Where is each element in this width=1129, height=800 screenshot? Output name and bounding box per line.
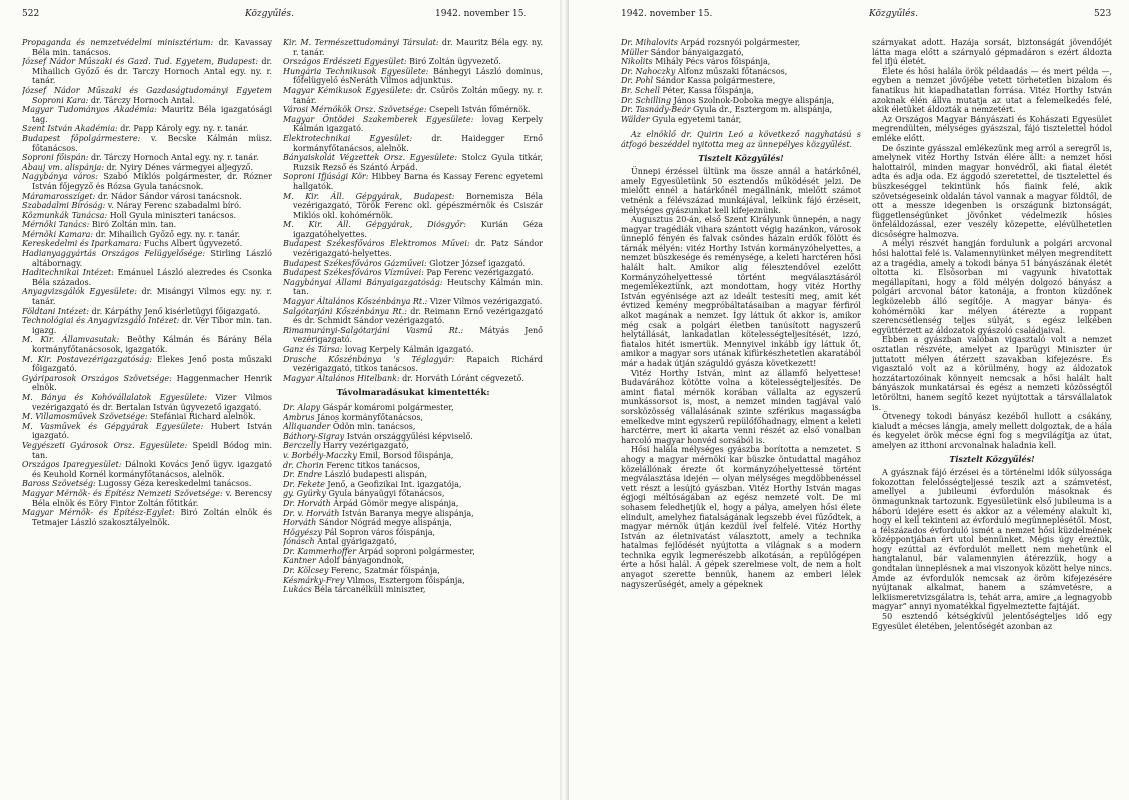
list-entry [22, 355, 272, 374]
running-title: Közgyűlés. [245, 9, 294, 19]
entry-name: Budapest főpolgármestere: [22, 133, 141, 143]
entry-text: Heutschy Kálmán min. tan. [293, 277, 543, 297]
entry-text: Stolcz Gyula titkár, Ruzsik Rezső és Szántó Árpád. [293, 153, 543, 172]
entry-text: Bánhegyi László dominus, főfelügyelő ésNeráth Vilmos adjunktus. [293, 66, 543, 86]
entry-text: v. Becske Kálmán müsz. főtanácsos. [32, 133, 272, 153]
entry-name: Báthory-Sigray [283, 431, 345, 441]
entry-text: dr. Patz Sándor vezérigazgató-helyettes. [293, 239, 543, 259]
list-entry [283, 153, 543, 172]
page-date: 1942. november 15. [621, 9, 713, 19]
list-entry [283, 67, 543, 86]
entry-text: István országgyűlési képviselő. [344, 431, 473, 441]
entry-name: Magyar Általános Kőszénbánya Rt.: [283, 297, 428, 307]
entry-text: Mihály Pécs város főispánja, [652, 57, 771, 67]
entry-name: Horváth [283, 518, 317, 528]
entry-text: Bornemisza Béla vezérigazgató, Török Ferenc okl. gépészmérnök és Csiszár Miklós okl. kohómérnök. [293, 191, 543, 220]
entry-text: dr. Nádor Sándor városi tanácsnok. [95, 191, 242, 201]
list-entry [283, 220, 543, 239]
book-gutter [560, 0, 569, 800]
entry-name: Városi Mérnökök Orsz. Szövetsége: [283, 105, 427, 115]
list-entry [621, 57, 861, 67]
entry-name: M. Vasművek és Gépgyárak Egyesülete: [22, 421, 204, 431]
entry-text: dr. Csűrös Zoltán műegy. ny. r. tanár. [293, 85, 543, 105]
list-entry [283, 537, 543, 547]
entry-name: Mérnöki Kamara: [22, 229, 94, 239]
entry-text: Árpád soproni polgármester, [356, 546, 475, 556]
list-entry [283, 326, 543, 345]
entry-text: Vilmos, Esztergom főispánja, [344, 575, 465, 585]
entry-name: Budapest Székesfőváros Elektromos Művei: [283, 239, 470, 249]
entry-name: Budapest Székesfőváros Vízművei: [283, 268, 424, 278]
list-entry [22, 374, 272, 393]
entry-text: Csepeli István főmérnök. [426, 105, 531, 115]
section-heading: Távolmaradásukat kimentették: [336, 388, 490, 399]
entry-name: Dr. Kammerhoffer [283, 546, 357, 556]
entry-name: Magyar Tudományos Akadémia: [22, 105, 157, 115]
entry-text: Biró Zoltán ügyvezető. [406, 57, 501, 67]
list-entry [22, 38, 272, 57]
entry-name: Alliquander [283, 422, 331, 432]
list-entry [22, 287, 272, 306]
entry-text: Holl Gyula miniszteri tanácsos. [107, 210, 237, 220]
address-heading: Tisztelt Közgyűlés! [949, 453, 1035, 464]
list-entry [283, 432, 543, 442]
entry-name: Technológiai és Anyagvizsgáló Intézet: [22, 316, 180, 326]
entry-name: M. Kir. Postavezérigazgatóság: [22, 354, 153, 364]
paragraph: Vitéz Horthy István, mint az államfő helyettese! Budavárához kötötte volna a kötelességteljesítés. De amint fiatal mérnök korában vállalta az egyszerű munkássorsot is, most, a nemzet minden tagjával való sorsközösség vállalásának szinte szférikus magasságba emelkedve mint egyszerű repülőfőhadnagy, elment a keleti harctérre, mert ki akarta venni részét az első vonalban harcoló magyar honvéd sorsából is. [621, 368, 861, 445]
entry-name: Soproni főispán: [22, 153, 89, 163]
list-entry [22, 307, 272, 317]
page-date: 1942. november 15. [435, 9, 527, 19]
entry-text: Sándor bányaigazgató, [648, 47, 744, 57]
list-entry [22, 268, 272, 287]
entry-name: Földtani Intézet: [22, 306, 89, 316]
entry-text: Pap Ferenc vezérigazgató. [423, 268, 534, 278]
list-entry [22, 249, 272, 268]
entry-text: Harry vezérigazgató, [320, 441, 409, 451]
entry-text: v. Náray Ferenc szabadalmi bíró. [105, 201, 242, 211]
entry-name: Müller [621, 47, 649, 57]
list-entry [621, 76, 861, 86]
entry-name: Soproni Ifjúsági Kör: [283, 172, 369, 182]
entry-name: Ambrus [283, 412, 315, 422]
entry-name: Nagybányai Állami Bányaigazgatóság: [283, 277, 443, 287]
entry-text: Emánuel László alezredes és Csonka Béla százados. [32, 268, 272, 287]
entry-text: dr. Nyiry Dénes vármegyei aljegyző. [104, 162, 254, 172]
entry-name: József Nádor Műszaki és Gazdaságtudományi Egyetem Soproni Kara: [22, 85, 272, 105]
list-entry [283, 355, 543, 374]
entry-text: Antal gyárigazgató, [314, 537, 397, 547]
entry-text: Ferenc titkos tanácsos, [323, 460, 421, 470]
list-entry [22, 124, 272, 134]
entry-text: László budapesti alispán, [322, 470, 428, 480]
entry-name: József Nádor Műszaki és Gazd. Tud. Egyetem, Budapest: [22, 57, 259, 67]
entry-name: Dr. Tasnády-Beár [621, 105, 691, 115]
list-entry [283, 345, 543, 355]
entry-name: Dr. Kölcsey [283, 566, 329, 576]
list-entry [22, 412, 272, 422]
list-entry [22, 239, 272, 249]
entry-text: Lugossy Géza kereskedelmi tanácsos. [95, 479, 252, 489]
list-entry [283, 461, 543, 471]
entry-text: Gyula egyetemi tanár, [649, 114, 742, 124]
list-entry [22, 163, 272, 173]
address-heading: Tisztelt Közgyűlés! [698, 152, 784, 163]
paragraph: szárnyakat adott. Hazája sorsát, biztonságát jövendőjét látta maga előtt a szárnyaló gépmadáron s ezért áldozta fel ifjú életét. [872, 38, 1112, 67]
entry-name: Nagybánya város: [22, 172, 98, 182]
right-page [569, 0, 1129, 800]
entry-name: Högyészy [283, 527, 323, 537]
entry-text: Ferenc, Szatmár főispánja, [328, 566, 440, 576]
entry-name: Berczelly [283, 441, 321, 451]
list-entry [22, 489, 272, 508]
entry-name: Magyar Öntödei Szakemberek Egyesülete: [283, 114, 474, 124]
list-entry [283, 268, 543, 278]
entry-name: Hungária Technikusok Egyesülete: [283, 66, 429, 76]
entry-text: Rapaich Richárd vezérigazgató, titkos tanácsos. [293, 354, 543, 374]
list-entry [22, 508, 272, 527]
entry-text: Biró Zoltán min. tan. [89, 220, 177, 230]
list-entry [22, 201, 272, 211]
entry-name: Budapest Székesfőváros Gázművei: [283, 258, 427, 268]
entry-name: Hadianyaggyártás Országos Felügyelősége: [22, 249, 206, 259]
entry-name: Drasche Kőszénbánya 's Téglagyár: [283, 354, 455, 364]
list-entry [283, 422, 543, 432]
entry-text: lovag Kerpely Kálmán igazgató. [293, 114, 543, 134]
list-entry [283, 413, 543, 423]
entry-text: Alfonz műszaki főtanácsos, [675, 66, 788, 76]
list-entry [283, 556, 543, 566]
entry-text: dr. Kavassay Béla min. tanácsos. [32, 38, 272, 57]
entry-text: dr. Tárczy Hornoch Antal. [88, 95, 195, 105]
left-column-1 [22, 38, 272, 798]
entry-text: Kurián Géza igazgatóhelyettes. [293, 220, 543, 239]
entry-name: Dr. Schilling [621, 95, 672, 105]
list-entry [283, 509, 543, 519]
list-entry [283, 499, 543, 509]
entry-name: Dr. Alapy [283, 402, 321, 412]
list-entry [283, 239, 543, 258]
entry-name: Lukács [283, 585, 312, 595]
paragraph: Hősi halála mélységes gyászba borította a nemzetet. S ahogy a magyar mérnöki kar büszke öntudattal magához közelállónak érezte őt kormányzóhelyettessé történt megválasztása idején — olyan mélységes megdöbbenéssel vett részt a lesújtó gyászban. Vitéz Horthy István magas égjogi méltóságában az egész nemzeté volt. De mi sohasem feledhetjük el, hogy a pálya, amelyen hősi élete elindult, amelyhez fiatalságának legszebb évei fűződtek, a magyar mérnök útján kezdül ível felfelé. Vitéz Horthy István az életnivatást választott, amely a technika hatalmas fejlődését nyújtotta a világnak s a modern technika egyik legmerészebb alkotásán, a repülőgépen érte a hősi halál. A gépek szerelmese volt, de nem a holt anyagot szerette bennük, hanem az emberi lélek nagyszerűségét, amely a gépeknek [621, 445, 861, 589]
paragraph: Ötvenegy tokodi bányász kezéből hullott a csákány, kialudt a mécses lángja, amely mellett dolgoztak, de a hála és kegyelet örök mécse égni fog s megvilágítja az útat, amelyen az itthoni arcvonalnak haladnia kell. [872, 412, 1112, 450]
entry-name: Rimamurányi-Salgótarjáni Vasmű Rt.: [283, 325, 464, 335]
entry-text: Speidl Bódog min. tan. [32, 440, 272, 460]
entry-text: v. Berencsy Béla elnök és Eöry Fintor Zoltán főtitkár. [32, 488, 272, 508]
entry-name: M. Kir. Áll. Gépgyárak, Diósgyőr: [283, 220, 466, 230]
entry-text: Pál Sopron város főispánja, [322, 527, 436, 537]
entry-name: Br. Schell [621, 85, 660, 95]
entry-name: Gyáriparosok Országos Szövetsége: [22, 373, 172, 383]
list-entry [621, 105, 861, 115]
entry-name: Dr. Nahoczky [621, 66, 676, 76]
list-entry [283, 576, 543, 586]
entry-text: Vizer Vilmos vezérigazgató. [427, 297, 543, 307]
list-entry [22, 479, 272, 489]
page-number: 523 [1094, 9, 1112, 19]
list-entry [22, 460, 272, 479]
entry-text: János kormányfőtanácsos, [314, 412, 423, 422]
entry-text: Béla tárcanélküli miniszter, [311, 585, 426, 595]
entry-name: Ganz és Társa: [283, 345, 343, 354]
list-entry [22, 153, 272, 163]
entry-text: Vizer Vilmos vezérigazgató és dr. Bertalan István ügyvezető igazgató. [32, 392, 272, 412]
list-entry [283, 134, 543, 153]
list-entry [283, 297, 543, 307]
list-entry [22, 86, 272, 105]
entry-name: Magyar Általános Hitelbank: [283, 373, 400, 383]
entry-name: M. Kir. Áll. Gépgyárak, Budapest: [283, 191, 455, 201]
entry-name: Salgótarjáni Kőszénbánya Rt.: [283, 306, 407, 316]
entry-text: Beöthy Kálmán és Bárány Béla kormányfőtanácsosok, igazgatók. [32, 335, 272, 354]
entry-text: dr. Misángyi Vilmos egy. ny. r. tanár. [32, 287, 272, 307]
right-column-2 [872, 38, 1112, 798]
entry-name: Anyagvizsgálók Egyesülete: [22, 287, 137, 297]
list-entry [22, 220, 272, 230]
entry-name: M. Kir. Államvasutak: [22, 335, 120, 345]
list-entry [283, 518, 543, 528]
entry-name: Kereskedelmi és Iparkamara: [22, 239, 142, 249]
right-page-header [569, 8, 1129, 20]
list-entry [283, 57, 543, 67]
entry-text: lovag Kerpely Kálmán igazgató. [342, 345, 474, 354]
paragraph: A gyásznak fájó érzései és a történelmi idők súlyossága fokozottan felelősségteljessé teszik azt a számvetést, amellyel a jubileumi évfordulón másoknak és önmagunknak tartozunk. Egyesületünk első jubileuma is a háború idejére esett és akkor az a vélemény alakult ki, hogy el kell tekinteni az évforduló megünneplésétől. Most, a félszázados évforduló ismét a nemzet hősi küzdelmének középpontjában ért utol bennünket. Mégis úgy éreztük, hogy ezúttal az évfordulót mellett nem mehetünk el hangtalanul, bár valamennyien átérezzük, hogy a gondtalan ünneplésnek a mai viszonyok között helye nincs. Ámde az évfordulók nemcsak az öröm kifejezésére nyújtanak alkalmat, hanem a számvetésre, a lelkiismeretvizsgálatra is, tehát arra, amire „a legnagyobb magyar” annyi nyomatékkal figyelmeztette fajtáját. [872, 468, 1112, 612]
entry-text: Gyula dr., Esztergom m. alispánja, [690, 105, 833, 115]
list-entry [621, 48, 861, 58]
list-entry [22, 335, 272, 354]
paragraph: Augusztus 20-án, első Szent Királyunk ünnepén, a nagy magyar tragédiák vihara szántott végig hazánkon, városok ünneplő fényén és falvak csöndes házain erdők fölött és tárnák mélyén: vitéz Horthy István kormányzóhelyettes, a nemzet büszkesége és reménysége, a keleti harctéren hősi halált halt. Amikor alig félesztendővel ezelőtt Kormányzóhelyettessé történt megválasztásáról megemlékeztünk, azt mondottam, hogy vitéz Horthy István egyénisége azt az ideált testesíti meg, amit két évtized kemény megpróbáltatásaiban a magyar férfiról alkot magának a nemzet. Így láttuk őt akkor is, amikor még csak a polgári életben tanúsított nagyszerű helytállását, lankadatlan kötelességteljesítését, izzó, fiatalos hitét ismertük. Mennyivel inkább így láttuk őt, amikor a magyar sors utának kifürkészhetetlen akaratából már a hadak útján száguldó gyásza következett! [621, 215, 861, 368]
entry-text: István Baranya megye alispánja, [339, 508, 474, 518]
entry-name: Dr. Mihalovits [621, 38, 678, 47]
entry-name: v. Borbély-Maczky [283, 450, 357, 460]
list-entry [283, 547, 543, 557]
entry-name: Elektrotechnikai Egyesület: [283, 133, 413, 143]
entry-name: Vegyészeti Gyárosok Orsz. Egyesülete: [22, 440, 188, 450]
entry-name: Nikolits [621, 57, 653, 67]
list-entry [22, 230, 272, 240]
list-entry [22, 57, 272, 86]
list-entry [621, 115, 861, 125]
entry-text: dr. Haidegger Ernő kormányfőtanácsos, alelnök. [293, 133, 543, 153]
entry-name: Bányaiskolát Végzettek Orsz. Egyesülete: [283, 153, 458, 163]
list-entry [283, 403, 543, 413]
entry-text: dr. Horváth Lóránt cégvezető. [399, 373, 524, 383]
paragraph: Ünnepi érzéssel ültünk ma össze annál a határkőnél, amely Egyesületünk 50 esztendős működését jelzi. De mielőtt ennél a határkőnél megállnánk, mielőtt számot vetnénk a félévszázad munkájával, lelkünk fájó érzéseit, mélységes gyászunkat kell kifejeznünk. [621, 167, 861, 215]
left-column-2 [283, 38, 543, 798]
right-column-1 [621, 38, 861, 798]
entry-text: Árpád Gömör megye alispánja, [330, 498, 459, 508]
entry-text: Emil, Borsod főispánja, [356, 450, 454, 460]
list-entry [22, 441, 272, 460]
list-entry [621, 86, 861, 96]
entry-text: Biró Zoltán elnök és Tetmajer László szakosztályelnök. [32, 508, 272, 527]
list-entry [283, 278, 543, 297]
list-entry [22, 316, 272, 335]
entry-text: Fuchs Albert ügyvezető. [141, 239, 243, 249]
entry-name: Szent István Akadémia: [22, 124, 118, 134]
entry-text: Sándor Nógrád megye alispánja, [316, 518, 452, 528]
entry-text: Péter, Kassa főispánja, [659, 85, 754, 95]
list-entry [283, 307, 543, 326]
entry-text: Dálnoki Kovács Jenő ügyv. igazgató és Keuhold Kornél kormányfőtanácsos, alelnök. [32, 460, 272, 479]
entry-name: M. Bánya és Kohóvállalatok Egyesülete: [22, 392, 208, 402]
entry-name: Abauj vm. alispánja: [22, 162, 105, 172]
entry-text: Árpád rozsnyói polgármester, [677, 38, 801, 47]
list-entry [283, 105, 543, 115]
entry-text: dr. Papp Károly egy. ny. r. tanár. [117, 124, 249, 134]
paragraph: Élete és hősi halála örök példaadás — és mert példa —, egyben a nemzet jövőjébe vetett törhetetlen bizalom és fanatikus hit kiapadhatatlan forrása. Vitéz Horthy István azoknak élén állva mutatja az utat a felemelkedés felé, akik életüket áldozták a nemzetért. [872, 66, 1112, 115]
list-entry [22, 172, 272, 191]
list-entry [283, 480, 543, 490]
list-entry [22, 105, 272, 124]
entry-name: Baross Szövetség: [22, 479, 96, 489]
entry-name: dr. Chorin [283, 460, 324, 470]
entry-text: János Szolnok-Doboka megye alispánja, [671, 95, 835, 105]
entry-text: dr. Kárpáthy Jenő kisérletügyi főigazgató. [88, 306, 261, 316]
entry-text: Haggenmacher Henrik elnök. [32, 373, 272, 393]
entry-text: Stefániai Richard alelnök. [147, 412, 256, 422]
entry-name: Dr. v. Horváth [283, 508, 340, 518]
list-entry [283, 566, 543, 576]
entry-text: Hubert István igazgató. [32, 421, 272, 441]
entry-name: Dr. Pohl [621, 76, 654, 86]
entry-name: Közmunkák Tanácsa: [22, 210, 108, 220]
list-entry [283, 192, 543, 221]
entry-text: dr. Reimann Ernő vezérigazgató és dr. Schmidt Sándor vezérigazgató. [293, 306, 543, 326]
list-entry [283, 86, 543, 105]
entry-text: Mátyás Jenő vezérigazgató. [293, 325, 543, 345]
paragraph: Az Országos Magyar Bányászati és Kohászati Egyesület megrendülten, mélységes gyászszal, fájó tisztelettel hódol emléke előtt. [872, 114, 1112, 143]
paragraph: A mélyi részvét hangján fordulunk a polgári arcvonal hősi halottai felé is. Valamennyiünket mélyen megrendített az a tragédia, amely a tokodi bánya 51 bányászának életét oltotta ki. Elsősorban mi vagyunk hivatottak megállapítani, hogy a föld mélyén dolgozó bányász a polgári arcvonal bátor katonája, a fronton küzdőnek legközelebb álló segítője. A magyar bánya- és kohómérnöki kar mélyen átérezte a roppant szerencsétlenség teljes súlyát, s egész lelkében együttérzett az áldozatok gyászoló családjaival. [872, 239, 1112, 335]
entry-text: dr. Vér Tibor min. tan. igazg. [32, 316, 272, 335]
entry-name: Máramarosszíget: [22, 191, 96, 201]
intro-text: Az elnöklő dr. Quirin Leó a következő nagyhatású s átfogó beszéddel nyitotta meg az ünnepélyes közgyűlést. [621, 130, 861, 149]
list-entry [22, 393, 272, 412]
left-page-header [0, 8, 560, 20]
list-entry [283, 528, 543, 538]
entry-name: Késmárky-Frey [283, 575, 345, 585]
entry-name: Magyar Mérnök- és Építész-Egylet: [22, 508, 175, 518]
entry-name: Wälder [621, 114, 650, 124]
entry-name: Dr. Fekete [283, 479, 325, 489]
entry-name: gy. Gyürky [283, 489, 326, 499]
entry-text: Mauritz Béla igazgatósági tag. [32, 105, 272, 124]
paragraph: 50 esztendő kétségkívül jelentőségteljes idő egy Egyesület életében, jelentőségét azonban az [872, 612, 1112, 631]
list-entry [283, 441, 543, 451]
entry-name: Országos Erdészeti Egyesület: [283, 57, 407, 67]
list-entry [283, 374, 543, 384]
entry-text: Sándor Kassa polgármestere, [653, 76, 776, 86]
entry-name: Kantner [283, 556, 316, 566]
entry-name: Haditechnikai Intézet: [22, 268, 114, 278]
entry-text: Hibbey Barna és Kassay Ferenc egyetemi hallgatók. [293, 172, 543, 191]
running-title: Közgyűlés. [869, 9, 918, 19]
entry-text: dr. Mauritz Béla egy. ny. r. tanár. [293, 38, 543, 57]
entry-name: M. Villamosművek Szövetsége: [22, 412, 148, 422]
entry-name: Jónásch [283, 537, 315, 547]
list-entry [621, 67, 861, 77]
entry-name: Magyar Kémikusok Egyesülete: [283, 85, 413, 95]
entry-name: Szabadalmi Bíróság: [22, 201, 106, 211]
list-entry [22, 211, 272, 221]
entry-text: Jenő, a Geofizikai Int. igazgatója, [324, 479, 462, 489]
entry-text: Gáspár komáromi polgármester, [320, 402, 454, 412]
entry-text: Ödön min. tanácsos, [330, 422, 416, 432]
entry-text: Glotzer József igazgató. [426, 258, 526, 268]
list-entry [283, 451, 543, 461]
page-number: 522 [22, 9, 40, 19]
entry-text: Stirling László altábornagy. [32, 249, 272, 268]
list-entry [283, 115, 543, 134]
list-entry [283, 470, 543, 480]
paragraph: De őszinte gyásszal emlékezünk meg arról a seregről is, amelynek vitéz Horthy István élére állt: a nemzet hősi halottairól, minden magyar honvédről, aki fiatal életét adta és adja oda. Ez ággodó szeretettel, de tisztelettel és büszkeséggel tekintünk hős fiaink felé, akik szövetségeseink oldalán távol vannak a magyar földtől, de ott a messze idegenben is országunk biztonságát, függetlenségünket jövőnket védelmezik hősies önfeláldozással, ezer veszély közepette, elévülhetetlen dicsőségre halmozva. [872, 143, 1112, 239]
list-entry [621, 38, 861, 48]
list-entry [22, 422, 272, 441]
list-entry [283, 172, 543, 191]
entry-text: dr. Mihailich Győző egy. ny. r. tanár. [93, 229, 241, 239]
entry-name: Országos Iparegyesület: [22, 460, 122, 470]
list-entry [283, 585, 543, 595]
list-entry [283, 38, 543, 57]
entry-name: Dr. Endre [283, 470, 323, 480]
paragraph: Ebben a gyászban valóban vigasztaló volt a nemzet osztatlan részvéte, amelyet az Iparügyi Miniszter úr juttatott mélyen átérzett szavakban kifejezésre. És vigasztaló volt az a körülmény, hogy az áldozatok hozzátartozóinak könnyeit nemcsak a hősi halált halt bányászok munkatársai és egész a nemzeti közösségtől letöröltni, hanem segítő kezet nyújtottak a társvállalatok is. [872, 335, 1112, 412]
entry-text: Szabó Miklós polgármester, dr. Rózner István főjegyző és Rózsa Gyula tanácsnok. [32, 172, 272, 191]
entry-text: Gyula bányaügyi főtanácsos, [325, 489, 445, 499]
list-entry [22, 192, 272, 202]
entry-name: Propaganda és nemzetvédelmi minisztérium: [22, 38, 214, 47]
entry-name: Mérnöki Tanács: [22, 220, 90, 230]
entry-name: Kir. M. Természettudományi Társulat: [283, 38, 439, 47]
list-entry [621, 96, 861, 106]
left-page [0, 0, 560, 800]
entry-name: Magyar Mérnök- és Építész Nemzeti Szövetsége: [22, 488, 223, 498]
entry-text: Elekes Jenő posta műszaki főigazgató. [32, 354, 272, 374]
entry-text: Adolf bányagondnok, [315, 556, 405, 566]
list-entry [22, 134, 272, 153]
list-entry [283, 259, 543, 269]
entry-name: Dr. Horváth [283, 498, 331, 508]
list-entry [283, 489, 543, 499]
entry-text: dr. Mihailich Győző és dr. Tarczy Hornoch Antal egy. ny. r. tanár. [32, 57, 272, 86]
entry-text: dr. Tárczy Hornoch Antal egy. ny. r. tanár. [88, 153, 259, 163]
